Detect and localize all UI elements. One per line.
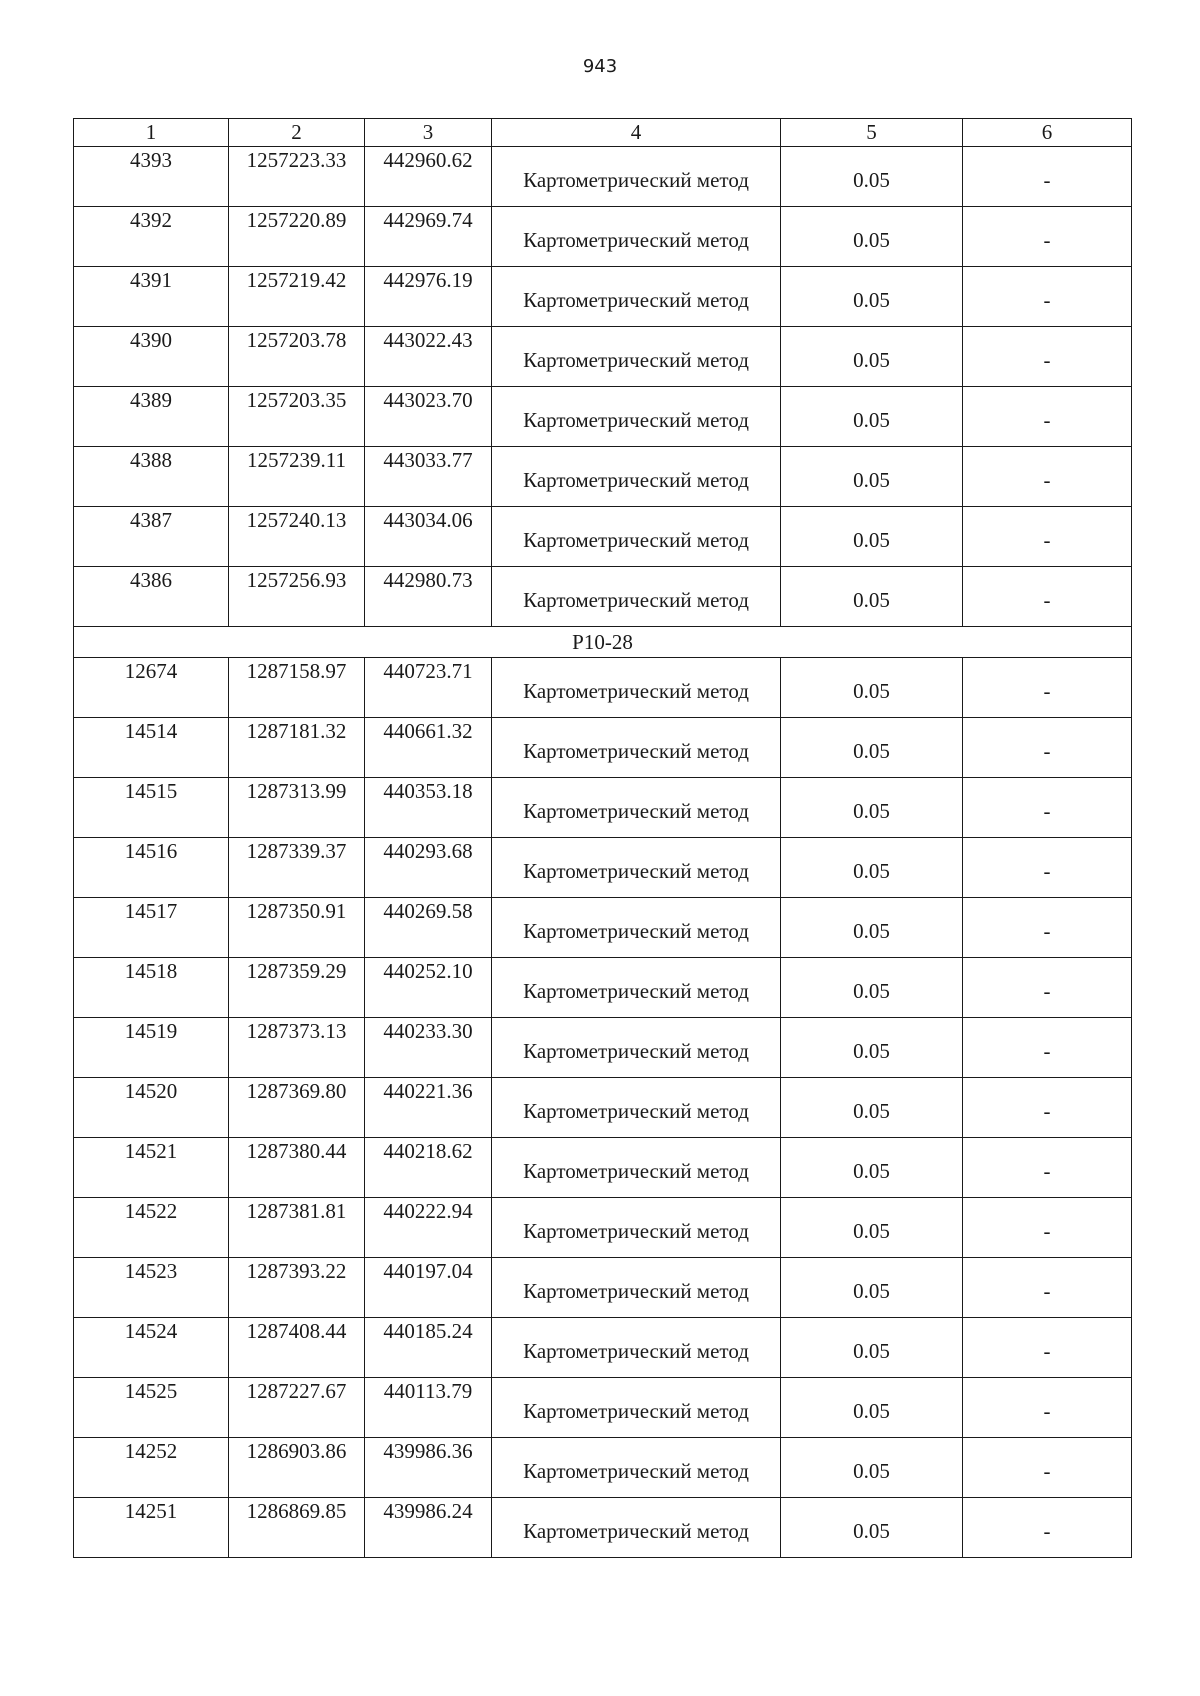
column-header: 2 [229,119,365,147]
point-number-cell: 14521 [74,1138,229,1198]
x-coordinate-cell: 1287158.97 [229,658,365,718]
table-row [74,1078,1132,1138]
note-cell: - [963,1258,1132,1318]
note-cell: - [963,507,1132,567]
x-coordinate-cell: 1257240.13 [229,507,365,567]
x-coordinate-cell: 1257239.11 [229,447,365,507]
point-number-cell: 14515 [74,778,229,838]
method-cell: Картометрический метод [492,387,781,447]
accuracy-cell: 0.05 [781,1258,963,1318]
point-number-cell: 4387 [74,507,229,567]
y-coordinate-cell: 442980.73 [365,567,492,627]
point-number-cell: 4386 [74,567,229,627]
accuracy-cell: 0.05 [781,838,963,898]
y-coordinate-cell: 440197.04 [365,1258,492,1318]
x-coordinate-cell: 1257203.78 [229,327,365,387]
method-cell: Картометрический метод [492,567,781,627]
method-cell: Картометрический метод [492,1498,781,1558]
method-cell: Картометрический метод [492,147,781,207]
table-header-row [74,119,1132,147]
note-cell: - [963,447,1132,507]
point-number-cell: 14523 [74,1258,229,1318]
accuracy-cell: 0.05 [781,898,963,958]
y-coordinate-cell: 439986.36 [365,1438,492,1498]
column-header: 6 [963,119,1132,147]
accuracy-cell: 0.05 [781,1378,963,1438]
column-header: 4 [492,119,781,147]
point-number-cell: 4388 [74,447,229,507]
method-cell: Картометрический метод [492,507,781,567]
x-coordinate-cell: 1287313.99 [229,778,365,838]
x-coordinate-cell: 1287359.29 [229,958,365,1018]
method-cell: Картометрический метод [492,718,781,778]
table-row [74,1198,1132,1258]
section-row [74,627,1132,658]
table-row [74,718,1132,778]
method-cell: Картометрический метод [492,327,781,387]
method-cell: Картометрический метод [492,267,781,327]
table-row [74,1378,1132,1438]
note-cell: - [963,1198,1132,1258]
x-coordinate-cell: 1287369.80 [229,1078,365,1138]
point-number-cell: 14524 [74,1318,229,1378]
table-row [74,1138,1132,1198]
accuracy-cell: 0.05 [781,1138,963,1198]
page-number: 943 [582,56,618,77]
x-coordinate-cell: 1286903.86 [229,1438,365,1498]
method-cell: Картометрический метод [492,658,781,718]
x-coordinate-cell: 1287393.22 [229,1258,365,1318]
x-coordinate-cell: 1287181.32 [229,718,365,778]
table-row [74,387,1132,447]
note-cell: - [963,387,1132,447]
y-coordinate-cell: 440218.62 [365,1138,492,1198]
accuracy-cell: 0.05 [781,778,963,838]
table-row [74,327,1132,387]
x-coordinate-cell: 1286869.85 [229,1498,365,1558]
point-number-cell: 14518 [74,958,229,1018]
note-cell: - [963,898,1132,958]
x-coordinate-cell: 1257203.35 [229,387,365,447]
method-cell: Картометрический метод [492,1138,781,1198]
table-row [74,898,1132,958]
note-cell: - [963,1378,1132,1438]
method-cell: Картометрический метод [492,898,781,958]
point-number-cell: 14517 [74,898,229,958]
method-cell: Картометрический метод [492,778,781,838]
point-number-cell: 4391 [74,267,229,327]
table-row [74,1498,1132,1558]
method-cell: Картометрический метод [492,1438,781,1498]
x-coordinate-cell: 1257223.33 [229,147,365,207]
point-number-cell: 4390 [74,327,229,387]
accuracy-cell: 0.05 [781,327,963,387]
method-cell: Картометрический метод [492,838,781,898]
accuracy-cell: 0.05 [781,207,963,267]
coordinates-table [73,118,1132,1558]
x-coordinate-cell: 1287381.81 [229,1198,365,1258]
note-cell: - [963,567,1132,627]
point-number-cell: 4393 [74,147,229,207]
table-row [74,958,1132,1018]
y-coordinate-cell: 440221.36 [365,1078,492,1138]
y-coordinate-cell: 440222.94 [365,1198,492,1258]
note-cell: - [963,958,1132,1018]
x-coordinate-cell: 1287373.13 [229,1018,365,1078]
x-coordinate-cell: 1287380.44 [229,1138,365,1198]
accuracy-cell: 0.05 [781,658,963,718]
point-number-cell: 14525 [74,1378,229,1438]
table-row [74,507,1132,567]
y-coordinate-cell: 440353.18 [365,778,492,838]
method-cell: Картометрический метод [492,1378,781,1438]
note-cell: - [963,207,1132,267]
y-coordinate-cell: 443034.06 [365,507,492,567]
y-coordinate-cell: 442960.62 [365,147,492,207]
table-row [74,567,1132,627]
y-coordinate-cell: 440293.68 [365,838,492,898]
table-row [74,147,1132,207]
point-number-cell: 14251 [74,1498,229,1558]
note-cell: - [963,658,1132,718]
method-cell: Картометрический метод [492,958,781,1018]
note-cell: - [963,267,1132,327]
table-row [74,658,1132,718]
note-cell: - [963,1498,1132,1558]
table-row [74,1318,1132,1378]
accuracy-cell: 0.05 [781,1018,963,1078]
note-cell: - [963,1138,1132,1198]
y-coordinate-cell: 439986.24 [365,1498,492,1558]
point-number-cell: 4389 [74,387,229,447]
table-row [74,267,1132,327]
y-coordinate-cell: 442976.19 [365,267,492,327]
point-number-cell: 14519 [74,1018,229,1078]
x-coordinate-cell: 1257256.93 [229,567,365,627]
y-coordinate-cell: 440661.32 [365,718,492,778]
y-coordinate-cell: 443033.77 [365,447,492,507]
point-number-cell: 14516 [74,838,229,898]
accuracy-cell: 0.05 [781,567,963,627]
accuracy-cell: 0.05 [781,1498,963,1558]
x-coordinate-cell: 1257220.89 [229,207,365,267]
y-coordinate-cell: 440113.79 [365,1378,492,1438]
x-coordinate-cell: 1287408.44 [229,1318,365,1378]
accuracy-cell: 0.05 [781,147,963,207]
note-cell: - [963,718,1132,778]
point-number-cell: 14520 [74,1078,229,1138]
accuracy-cell: 0.05 [781,447,963,507]
section-label: P10-28 [74,627,1132,658]
accuracy-cell: 0.05 [781,1438,963,1498]
method-cell: Картометрический метод [492,447,781,507]
accuracy-cell: 0.05 [781,718,963,778]
method-cell: Картометрический метод [492,1018,781,1078]
y-coordinate-cell: 443023.70 [365,387,492,447]
note-cell: - [963,838,1132,898]
column-header: 3 [365,119,492,147]
accuracy-cell: 0.05 [781,387,963,447]
table-row [74,207,1132,267]
table-row [74,447,1132,507]
note-cell: - [963,778,1132,838]
note-cell: - [963,1018,1132,1078]
x-coordinate-cell: 1287339.37 [229,838,365,898]
note-cell: - [963,1438,1132,1498]
point-number-cell: 14514 [74,718,229,778]
table-row [74,778,1132,838]
accuracy-cell: 0.05 [781,1318,963,1378]
y-coordinate-cell: 440185.24 [365,1318,492,1378]
point-number-cell: 14252 [74,1438,229,1498]
accuracy-cell: 0.05 [781,507,963,567]
accuracy-cell: 0.05 [781,958,963,1018]
x-coordinate-cell: 1287350.91 [229,898,365,958]
y-coordinate-cell: 440252.10 [365,958,492,1018]
point-number-cell: 14522 [74,1198,229,1258]
point-number-cell: 4392 [74,207,229,267]
accuracy-cell: 0.05 [781,267,963,327]
x-coordinate-cell: 1257219.42 [229,267,365,327]
method-cell: Картометрический метод [492,1198,781,1258]
y-coordinate-cell: 440723.71 [365,658,492,718]
point-number-cell: 12674 [74,658,229,718]
note-cell: - [963,327,1132,387]
method-cell: Картометрический метод [492,207,781,267]
accuracy-cell: 0.05 [781,1198,963,1258]
method-cell: Картометрический метод [492,1258,781,1318]
table-row [74,1018,1132,1078]
note-cell: - [963,1318,1132,1378]
method-cell: Картометрический метод [492,1318,781,1378]
table-row [74,838,1132,898]
column-header: 5 [781,119,963,147]
y-coordinate-cell: 443022.43 [365,327,492,387]
accuracy-cell: 0.05 [781,1078,963,1138]
y-coordinate-cell: 440233.30 [365,1018,492,1078]
y-coordinate-cell: 442969.74 [365,207,492,267]
table-row [74,1438,1132,1498]
x-coordinate-cell: 1287227.67 [229,1378,365,1438]
note-cell: - [963,1078,1132,1138]
table-row [74,1258,1132,1318]
y-coordinate-cell: 440269.58 [365,898,492,958]
column-header: 1 [74,119,229,147]
method-cell: Картометрический метод [492,1078,781,1138]
note-cell: - [963,147,1132,207]
